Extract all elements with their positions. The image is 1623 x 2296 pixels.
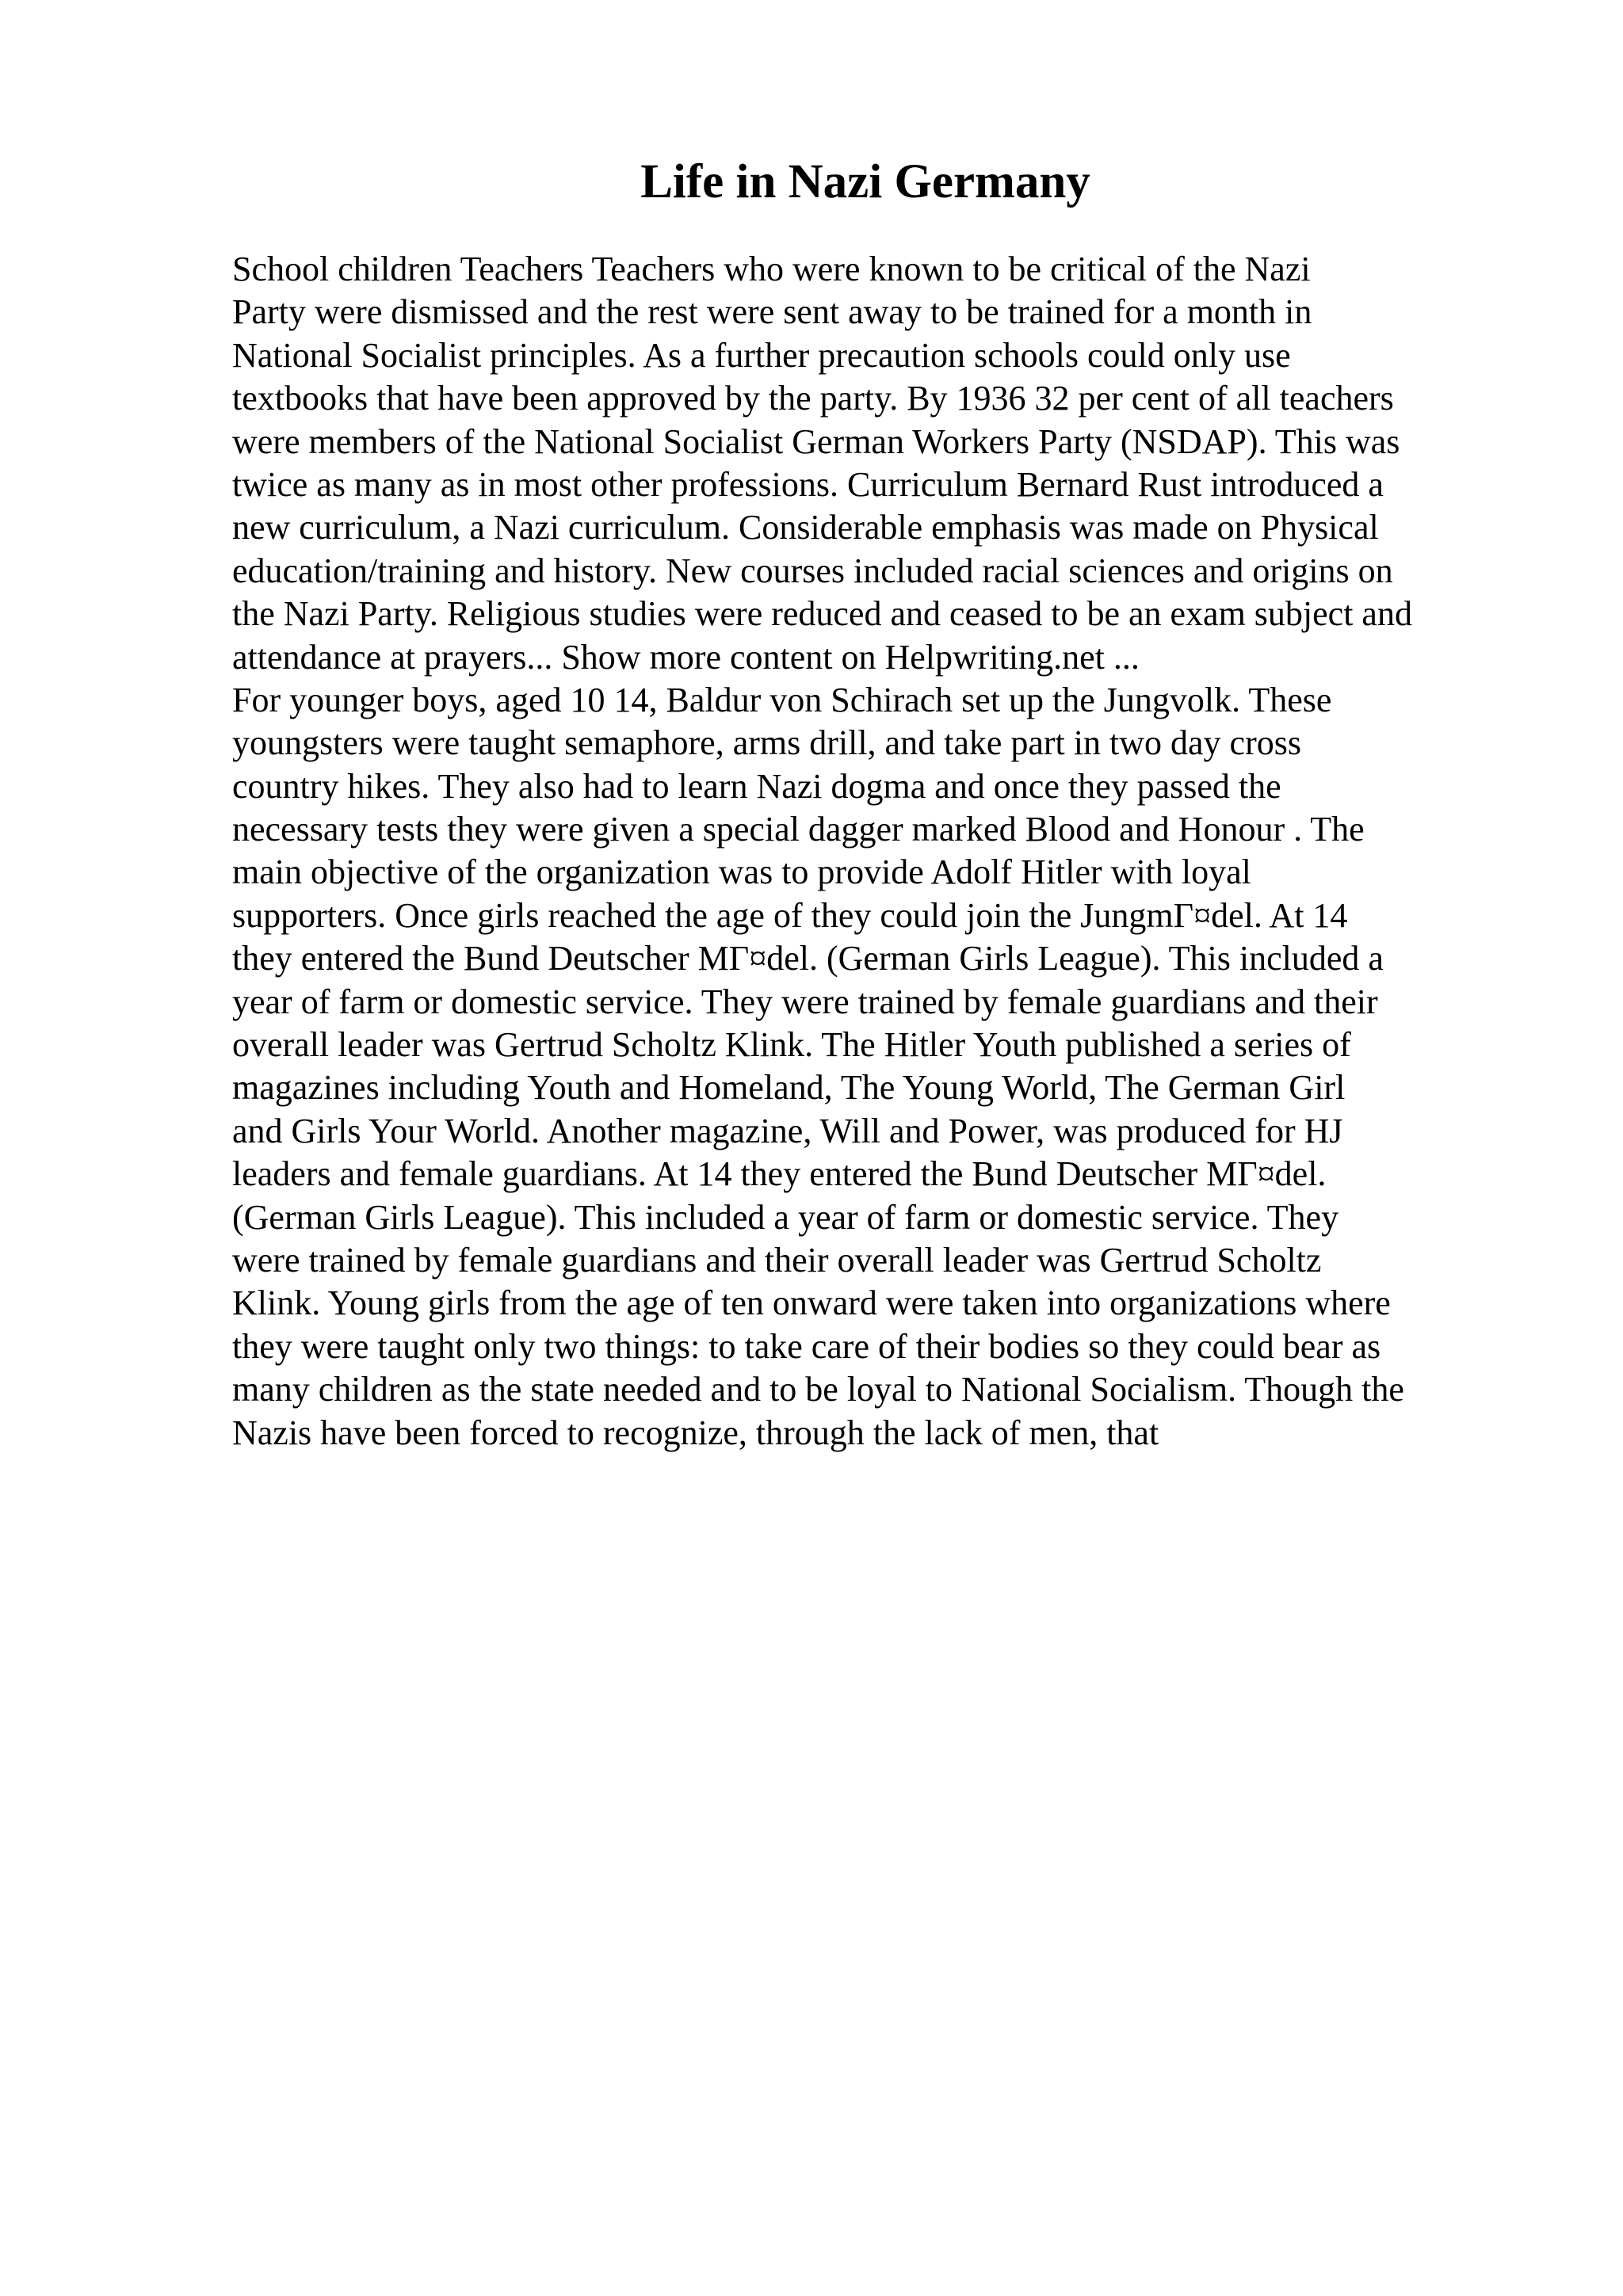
text-line: leaders and female guardians. At 14 they entered the Bund Deutscher MΓ¤del. (232, 1154, 1327, 1194)
document-body (232, 248, 1516, 1455)
text-line: necessary tests they were given a special dagger marked Blood and Honour . The (232, 810, 1365, 849)
text-line: Klink. Young girls from the age of ten onward were taken into organizations where (232, 1283, 1391, 1323)
text-line: Nazis have been forced to recognize, through the lack of men, that (232, 1413, 1159, 1452)
text-line: Party were dismissed and the rest were sent away to be trained for a month in (232, 292, 1312, 332)
document-title: Life in Nazi Germany (640, 155, 1090, 208)
text-line: were members of the National Socialist German Workers Party (NSDAP). This was (232, 421, 1400, 461)
text-line: youngsters were taught semaphore, arms drill, and take part in two day cross (232, 723, 1301, 763)
text-line: overall leader was Gertrud Scholtz Klink. The Hitler Youth published a series of (232, 1025, 1351, 1065)
text-line: the Nazi Party. Religious studies were reduced and ceased to be an exam subject and (232, 594, 1412, 634)
text-line: supporters. Once girls reached the age of they could join the JungmΓ¤del. At 14 (232, 895, 1348, 935)
text-line: attendance at prayers... Show more content on Helpwriting.net ... (232, 637, 1140, 677)
text-line: magazines including Youth and Homeland, The Young World, The German Girl (232, 1068, 1346, 1108)
text-line: were trained by female guardians and their overall leader was Gertrud Scholtz (232, 1240, 1322, 1280)
text-line: twice as many as in most other professions. Curriculum Bernard Rust introduced a (232, 464, 1384, 504)
text-line: (German Girls League). This included a year of farm or domestic service. They (232, 1197, 1339, 1237)
text-line: main objective of the organization was to provide Adolf Hitler with loyal (232, 852, 1251, 892)
text-line: textbooks that have been approved by the party. By 1936 32 per cent of all teachers (232, 379, 1394, 418)
text-line: many children as the state needed and to be loyal to National Socialism. Though the (232, 1370, 1404, 1409)
text-line: and Girls Your World. Another magazine, Will and Power, was produced for HJ (232, 1111, 1343, 1150)
text-line: new curriculum, a Nazi curriculum. Considerable emphasis was made on Physical (232, 508, 1379, 547)
text-line: For younger boys, aged 10 14, Baldur von Schirach set up the Jungvolk. These (232, 680, 1332, 719)
text-line: year of farm or domestic service. They were trained by female guardians and their (232, 982, 1378, 1021)
text-line: School children Teachers Teachers who were known to be critical of the Nazi (232, 250, 1311, 288)
text-line: they entered the Bund Deutscher MΓ¤del. (German Girls League). This included a (232, 939, 1384, 978)
text-line: they were taught only two things: to take care of their bodies so they could bear as (232, 1326, 1381, 1366)
text-line: education/training and history. New courses included racial sciences and origins on (232, 551, 1393, 590)
text-line: country hikes. They also had to learn Nazi dogma and once they passed the (232, 766, 1281, 806)
text-line: National Socialist principles. As a further precaution schools could only use (232, 335, 1291, 375)
